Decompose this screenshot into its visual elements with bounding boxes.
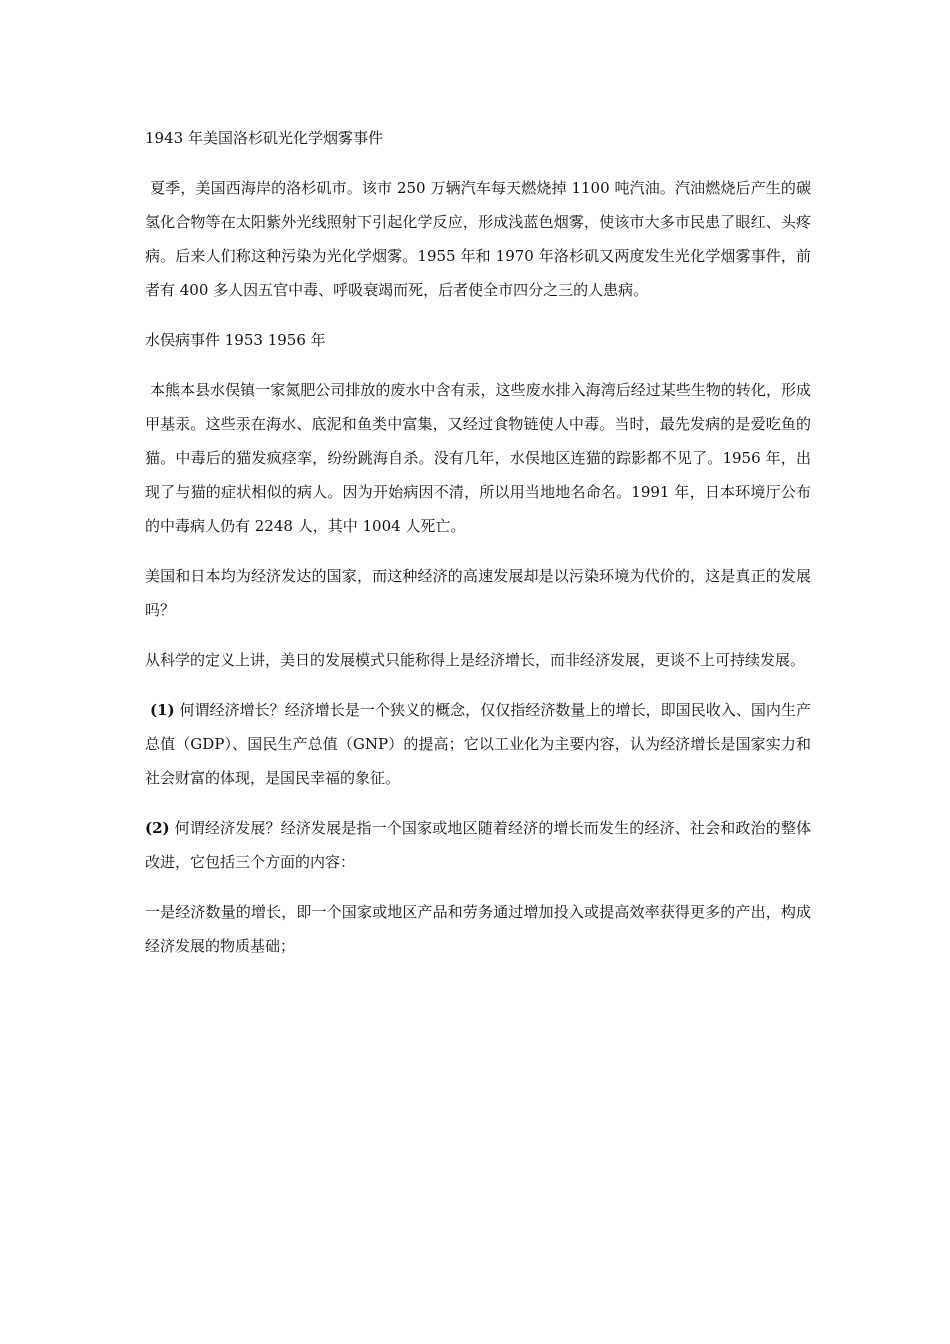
paragraph-first-aspect: 一是经济数量的增长，即一个国家或地区产品和劳务通过增加投入或提高效率获得更多的产出，构成经济发展的物质基础； <box>145 903 811 955</box>
document-body <box>145 121 811 979</box>
item-economic-growth <box>145 693 811 795</box>
paragraph-minamata-text: 本熊本县水俣镇一家氮肥公司排放的废水中含有汞，这些废水排入海湾后经过某些生物的转化，形成甲基汞。这些汞在海水、底泥和鱼类中富集，又经过食物链使人中毒。当时，最先发病的是爱吃鱼的猫。中毒后的猫发疯痉挛，纷纷跳海自杀。没有几年，水俣地区连猫的踪影都不见了。1956 年，出现了与猫的症状相似的病人。因为开始病因不清，所以用当地地名命名。1991 年，日本环境厅公布的中毒病人仍有 2248 人，其中 1004 人死亡。 <box>145 381 811 535</box>
item-economic-development-text: 何谓经济发展？经济发展是指一个国家或地区随着经济的增长而发生的经济、社会和政治的整体改进，它包括三个方面的内容： <box>145 819 811 871</box>
item-number: (1) <box>150 701 175 719</box>
paragraph-la-smog <box>145 171 811 307</box>
paragraph-la-smog-text: 夏季，美国西海岸的洛杉矶市。该市 250 万辆汽车每天燃烧掉 1100 吨汽油。汽油燃烧后产生的碳氢化合物等在太阳紫外光线照射下引起化学反应，形成浅蓝色烟雾，使该市大多市民患了眼红、头疼病。后来人们称这种污染为光化学烟雾。1955 年和 1970 年洛杉矶又两度发生光化学烟雾事件，前者有 400 多人因五官中毒、呼吸衰竭而死，后者使全市四分之三的人患病。 <box>145 179 811 299</box>
item-economic-growth-text: 何谓经济增长？经济增长是一个狭义的概念，仅仅指经济数量上的增长，即国民收入、国内生产总值（GDP）、国民生产总值（GNP）的提高；它以工业化为主要内容，认为经济增长是国家实力和社会财富的体现，是国民幸福的象征。 <box>145 701 811 787</box>
paragraph-question: 美国和日本均为经济发达的国家，而这种经济的高速发展却是以污染环境为代价的，这是真正的发展吗？ <box>145 567 811 619</box>
item-number: (2) <box>145 819 170 837</box>
paragraph-definition: 从科学的定义上讲，美日的发展模式只能称得上是经济增长，而非经济发展，更谈不上可持续发展。 <box>145 651 806 669</box>
section-title-minamata: 水俣病事件 1953 1956 年 <box>145 331 326 349</box>
paragraph-minamata <box>145 373 811 543</box>
section-title-la-smog: 1943 年美国洛杉矶光化学烟雾事件 <box>145 129 383 147</box>
item-economic-development <box>145 811 811 879</box>
